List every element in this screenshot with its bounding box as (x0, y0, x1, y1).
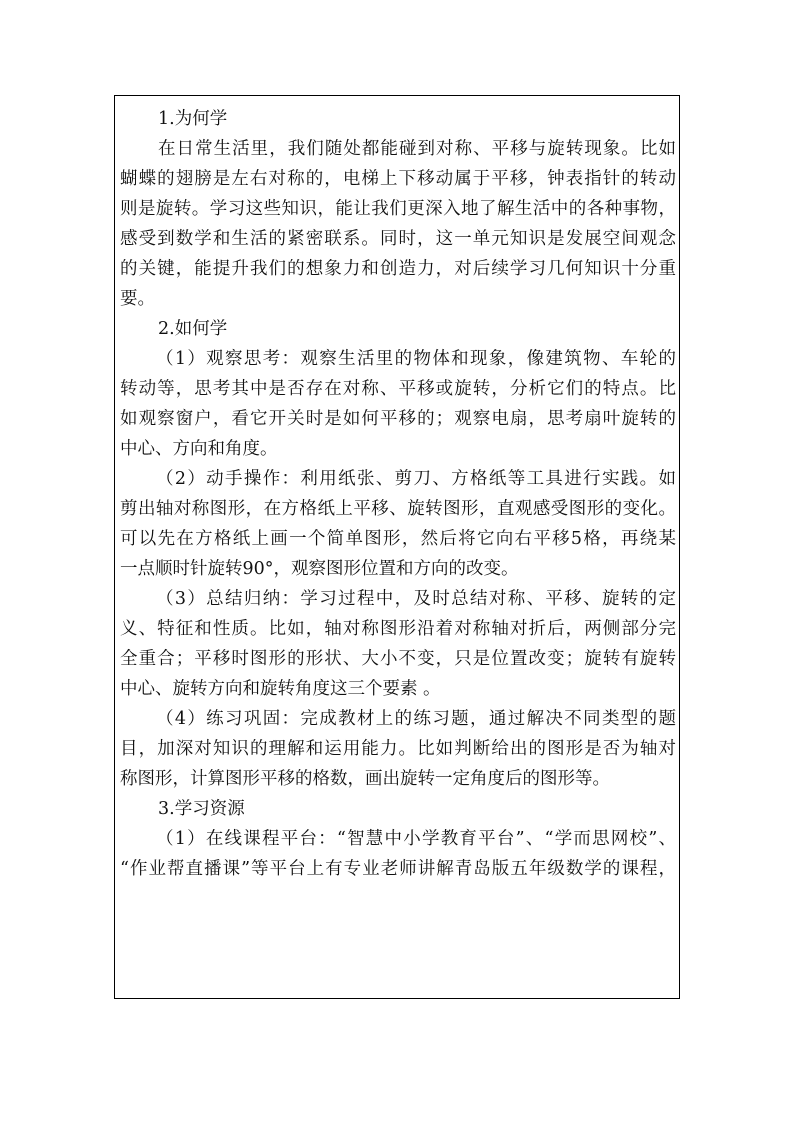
paragraph-line: 义、特征和性质。比如，轴对称图形沿着对称轴对折后，两侧部分完 (120, 619, 676, 639)
document-body (120, 104, 676, 884)
paragraph-line: 要。 (120, 289, 155, 309)
paragraph-line: 剪出轴对称图形，在方格纸上平移、旋转图形，直观感受图形的变化。 (120, 499, 676, 519)
paragraph-line: （1）在线课程平台：“智慧中小学教育平台”、“学而思网校”、 (156, 829, 676, 849)
paragraph-line: 中心、方向和角度。 (120, 439, 278, 459)
paragraph-line: 则是旋转。学习这些知识，能让我们更深入地了解生活中的各种事物， (120, 199, 676, 219)
paragraph-line: 的关键，能提升我们的想象力和创造力，对后续学习几何知识十分重 (120, 259, 676, 279)
heading-learning-resources: 3.学习资源 (158, 799, 245, 819)
paragraph-line: （4）练习巩固：完成教材上的练习题，通过解决不同类型的题 (156, 709, 676, 729)
heading-how-learn: 2.如何学 (158, 319, 228, 339)
paragraph-line: 感受到数学和生活的紧密联系。同时，这一单元知识是发展空间观念 (120, 229, 676, 249)
paragraph-line: 如观察窗户，看它开关时是如何平移的；观察电扇，思考扇叶旋转的 (120, 409, 676, 429)
paragraph-line: 一点顺时针旋转90°，观察图形位置和方向的改变。 (120, 559, 519, 579)
paragraph-line: 可以先在方格纸上画一个简单图形，然后将它向右平移5格，再绕某 (120, 529, 676, 549)
paragraph-line: （1）观察思考：观察生活里的物体和现象，像建筑物、车轮的 (156, 349, 676, 369)
paragraph-line: 中心、旋转方向和旋转角度这三个要素 。 (120, 679, 441, 699)
paragraph-line: （3）总结归纳：学习过程中，及时总结对称、平移、旋转的定 (156, 589, 676, 609)
paragraph-line: 转动等，思考其中是否存在对称、平移或旋转，分析它们的特点。比 (120, 379, 676, 399)
paragraph-line: 称图形，计算图形平移的格数，画出旋转一定角度后的图形等。 (120, 769, 610, 789)
paragraph-line: 全重合；平移时图形的形状、大小不变，只是位置改变；旋转有旋转 (120, 649, 676, 669)
paragraph-line: “作业帮直播课”等平台上有专业老师讲解青岛版五年级数学的课程， (120, 859, 676, 879)
heading-why-learn: 1.为何学 (158, 109, 228, 129)
paragraph-line: （2）动手操作：利用纸张、剪刀、方格纸等工具进行实践。如 (156, 469, 676, 489)
paragraph-line: 蝴蝶的翅膀是左右对称的，电梯上下移动属于平移，钟表指针的转动 (120, 169, 676, 189)
paragraph-line: 目，加深对知识的理解和运用能力。比如判断给出的图形是否为轴对 (120, 739, 676, 759)
paragraph-line: 在日常生活里，我们随处都能碰到对称、平移与旋转现象。比如 (158, 139, 676, 159)
